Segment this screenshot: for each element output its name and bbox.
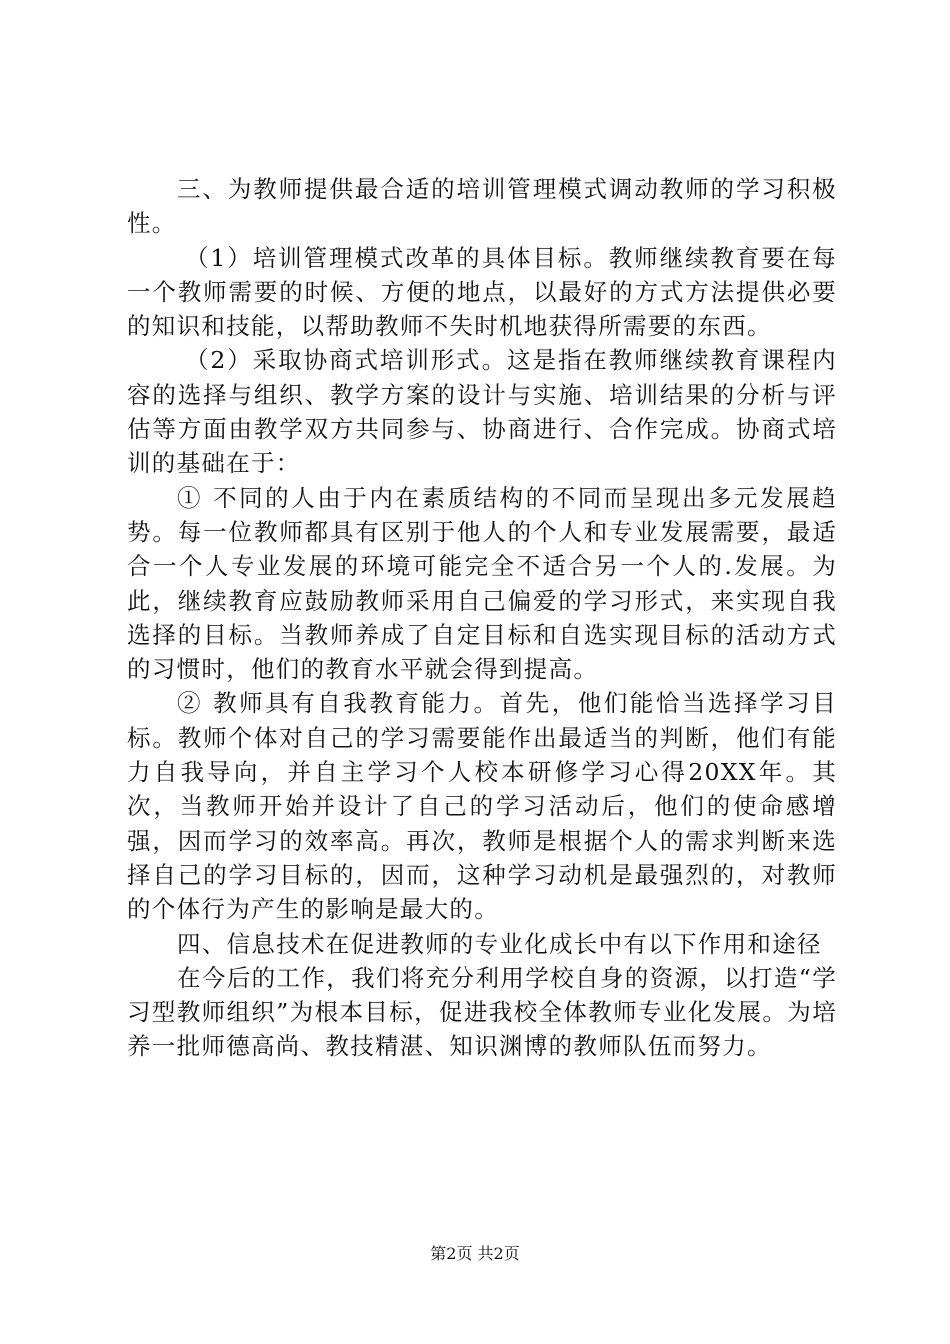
page-footer: 第2页 共2页 bbox=[430, 1244, 520, 1263]
paragraph-conclusion: 在今后的工作，我们将充分利用学校自身的资源，以打造“学习型教师组织”为根本目标，促进我校全体教师专业化发展。为培养一批师德高尚、教技精湛、知识渊博的教师队伍而努力。 bbox=[127, 963, 837, 1061]
paragraph-section-four: 四、信息技术在促进教师的专业化成长中有以下作用和途径 bbox=[177, 929, 822, 958]
document-body bbox=[127, 172, 837, 1064]
paragraph-item-1: （1）培训管理模式改革的具体目标。教师继续教育要在每一个教师需要的时候、方便的地点，以最好的方式方法提供必要的知识和技能，以帮助教师不失时机地获得所需要的东西。 bbox=[127, 243, 837, 341]
paragraph-item-2: （2）采取协商式培训形式。这是指在教师继续教育课程内容的选择与组织、教学方案的设计与实施、培训结果的分析与评估等方面由教学双方共同参与、协商进行、合作完成。协商式培训的基础在于： bbox=[127, 346, 837, 478]
paragraph-section-three: 三、为教师提供最合适的培训管理模式调动教师的学习积极性。 bbox=[127, 175, 837, 238]
paragraph-point-1: ① 不同的人由于内在素质结构的不同而呈现出多元发展趋势。每一位教师都具有区别于他人的个人和专业发展需要，最适合一个人专业发展的环境可能完全不适合另一个人的.发展。为此，继续教育应鼓励教师采用自己偏爱的学习形式，来实现自我选择的目标。当教师养成了自定目标和自选实现目标的活动方式的习惯时，他们的教育水平就会得到提高。 bbox=[127, 483, 837, 684]
paragraph-point-2: ② 教师具有自我教育能力。首先，他们能恰当选择学习目标。教师个体对自己的学习需要能作出最适当的判断，他们有能力自我导向，并自主学习个人校本研修学习心得20XX年。其次，当教师开始并设计了自己的学习活动后，他们的使命感增强，因而学习的效率高。再次，教师是根据个人的需求判断来选择自己的学习目标的，因而，这种学习动机是最强烈的，对教师的个体行为产生的影响是最大的。 bbox=[127, 689, 837, 924]
